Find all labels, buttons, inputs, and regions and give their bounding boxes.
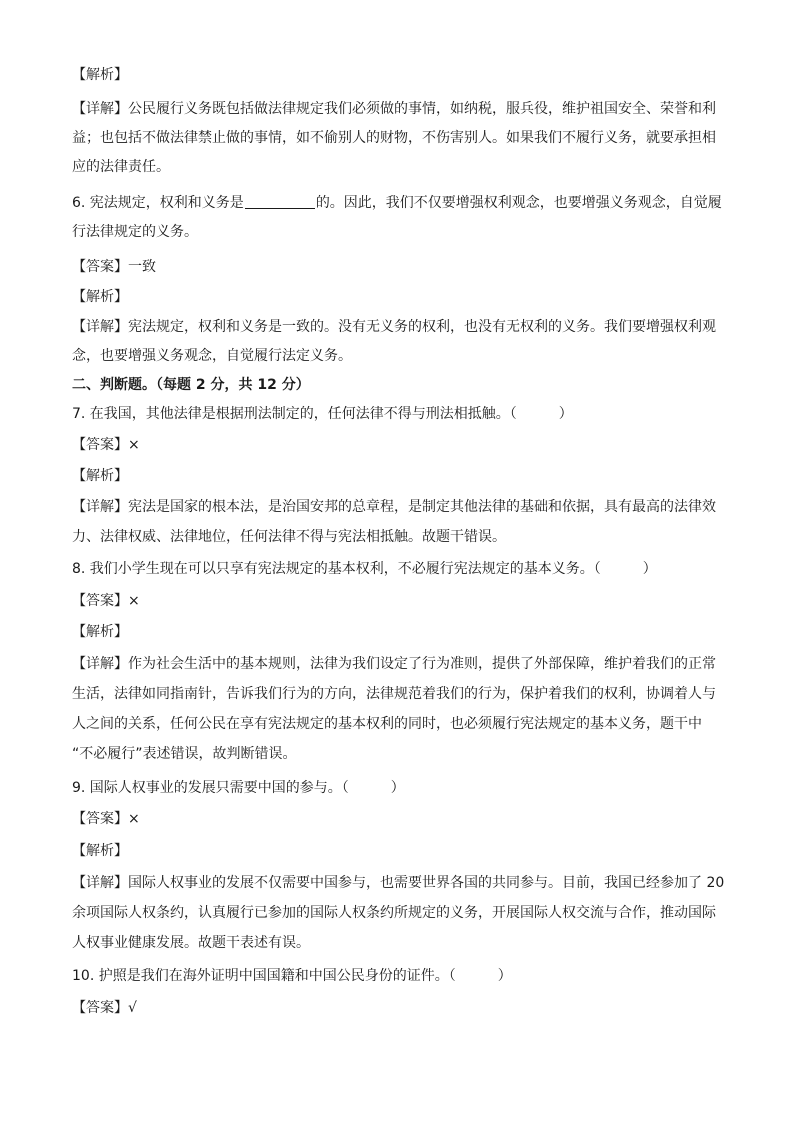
detail-text: 念，也要增强义务观念，自觉履行法定义务。 <box>72 348 352 364</box>
question-6 <box>72 192 732 214</box>
question-7: 7. 在我国，其他法律是根据刑法制定的，任何法律不得与刑法相抵触。（ ） <box>72 406 573 422</box>
analysis-label: 【解析】 <box>72 843 128 859</box>
analysis-label: 【解析】 <box>72 468 128 484</box>
analysis-label: 【解析】 <box>72 289 128 305</box>
question-9: 9. 国际人权事业的发展只需要中国的参与。（ ） <box>72 780 405 796</box>
detail-text: 【详解】公民履行义务既包括做法律规定我们必须做的事情，如纳税，服兵役，维护祖国安全、荣誉和利 <box>72 101 716 117</box>
detail-text: 余项国际人权条约，认真履行已参加的国际人权条约所规定的义务，开展国际人权交流与合作，推动国际 <box>72 905 716 921</box>
detail-text: 【详解】作为社会生活中的基本规则，法律为我们设定了行为准则，提供了外部保障，维护着我们的正常 <box>72 656 716 672</box>
detail-text: 【详解】宪法是国家的根本法，是治国安邦的总章程，是制定其他法律的基础和依据，具有最高的法律效 <box>72 499 716 515</box>
detail-text: 生活，法律如同指南针，告诉我们行为的方向，法律规范着我们的行为，保护着我们的权利，协调着人与 <box>72 686 716 702</box>
answer-line: 【答案】一致 <box>72 259 156 275</box>
analysis-label: 【解析】 <box>72 624 128 640</box>
fill-blank <box>245 194 315 209</box>
answer-line: 【答案】√ <box>72 1000 137 1016</box>
question-6-part1: 6. 宪法规定，权利和义务是 <box>72 195 244 211</box>
question-10: 10. 护照是我们在海外证明中国国籍和中国公民身份的证件。（ ） <box>72 968 512 984</box>
detail-text: 应的法律责任。 <box>72 159 170 175</box>
answer-line: 【答案】× <box>72 437 140 453</box>
detail-text: 人权事业健康发展。故题干表述有误。 <box>72 935 310 951</box>
question-6-part2: 的。因此，我们不仅要增强权利观念，也要增强义务观念，自觉履 <box>315 195 722 211</box>
analysis-label: 【解析】 <box>72 67 128 83</box>
detail-text: “不必履行”表述错误，故判断错误。 <box>72 746 297 762</box>
answer-line: 【答案】× <box>72 811 140 827</box>
detail-text: 益；也包括不做法律禁止做的事情，如不偷别人的财物，不伤害别人。如果我们不履行义务，就要承担相 <box>72 130 716 146</box>
answer-line: 【答案】× <box>72 593 140 609</box>
detail-text: 【详解】宪法规定，权利和义务是一致的。没有无义务的权利，也没有无权利的义务。我们要增强权利观 <box>72 319 716 335</box>
detail-text: 【详解】国际人权事业的发展不仅需要中国参与，也需要世界各国的共同参与。目前，我国已经参加了 20 <box>72 875 725 891</box>
question-text: 行法律规定的义务。 <box>72 224 198 240</box>
question-8: 8. 我们小学生现在可以只享有宪法规定的基本权利，不必履行宪法规定的基本义务。（ ） <box>72 561 657 577</box>
detail-text: 人之间的关系，任何公民在享有宪法规定的基本权利的同时，也必须履行宪法规定的基本义务，题干中 <box>72 716 702 732</box>
section-heading: 二、判断题。（每题 2 分，共 12 分） <box>72 377 310 393</box>
detail-text: 力、法律权威、法律地位，任何法律不得与宪法相抵触。故题干错误。 <box>72 529 506 545</box>
